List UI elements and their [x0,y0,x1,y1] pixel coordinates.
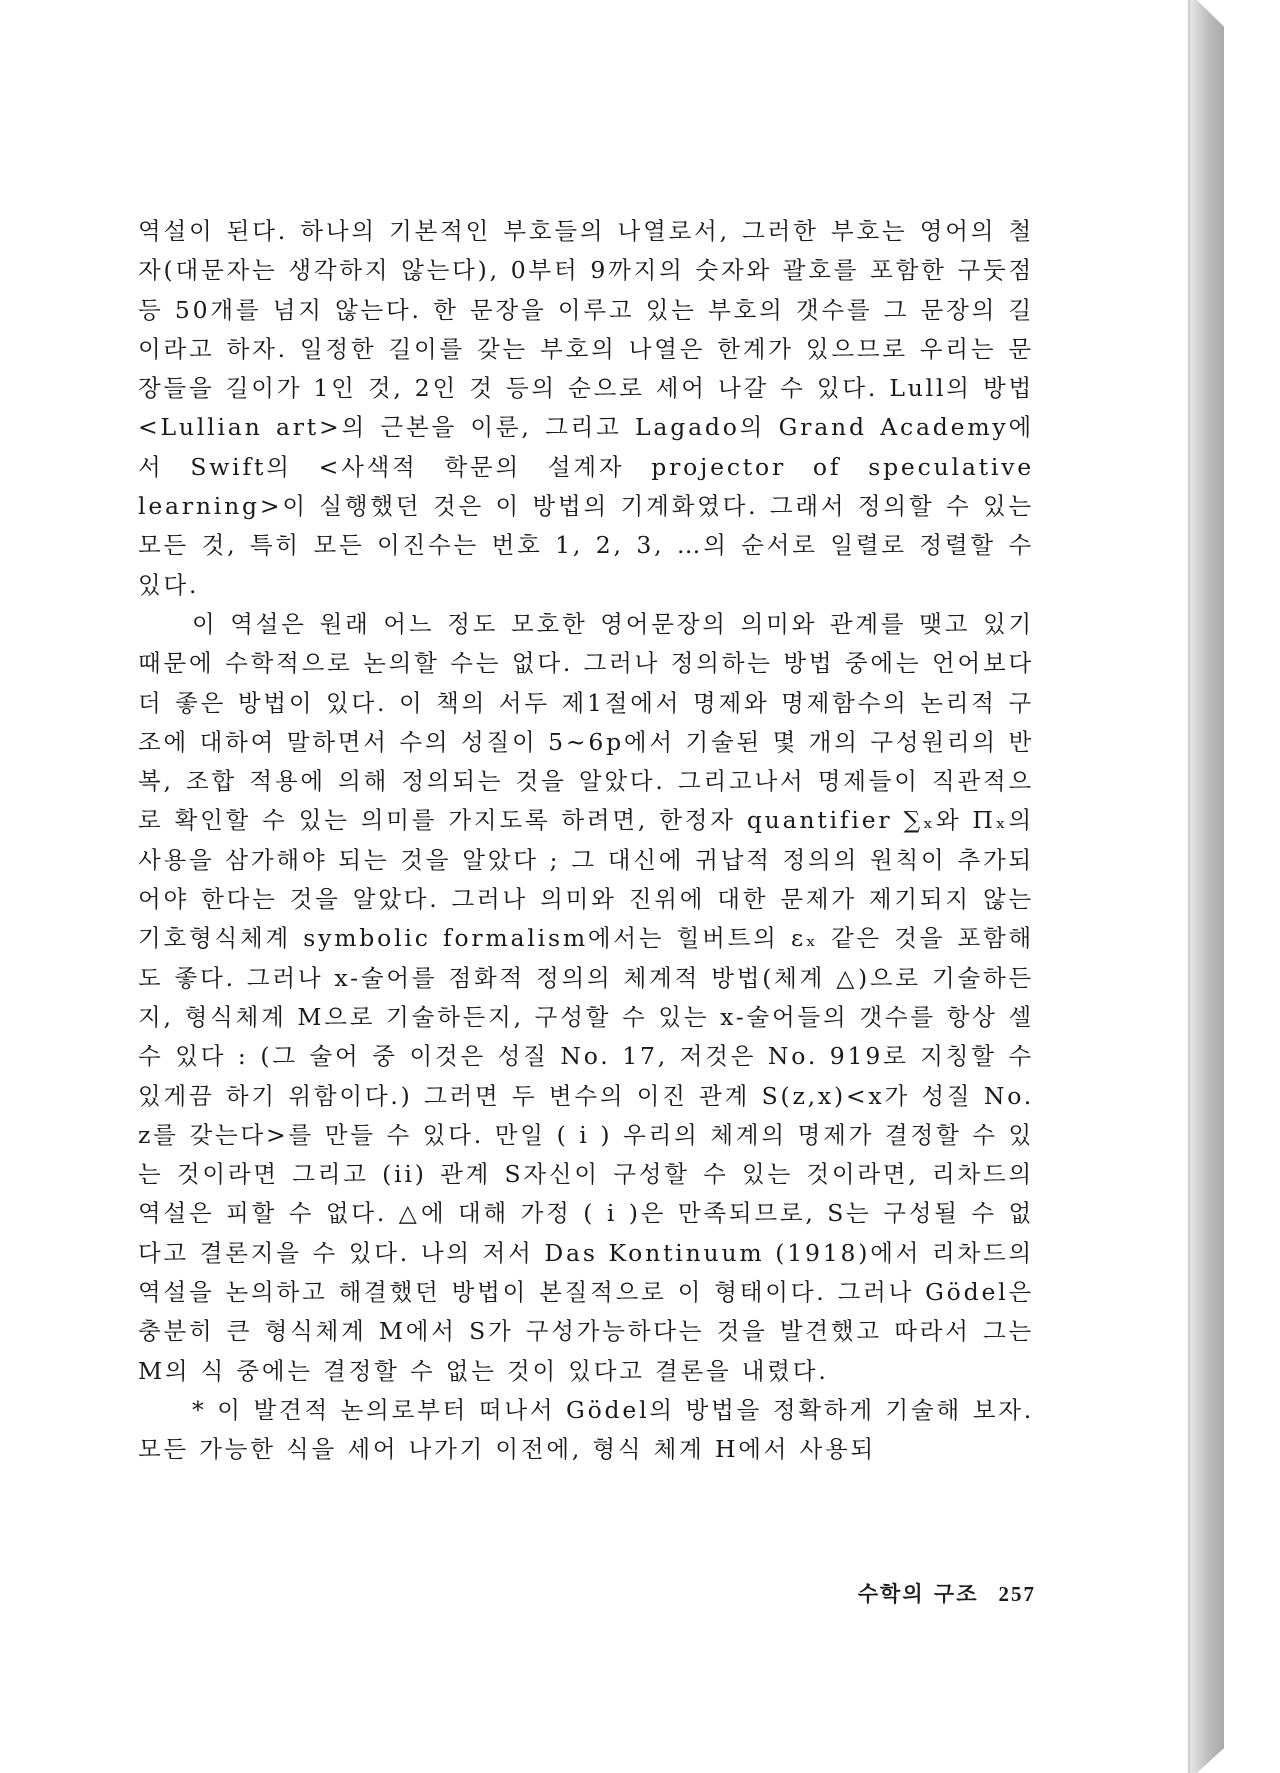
page-edge [1190,0,1224,1773]
paragraph-2: 이 역설은 원래 어느 정도 모호한 영어문장의 의미와 관계를 맺고 있기 때문에 수학적으로 논의할 수는 없다. 그러나 정의하는 방법 중에는 언어보다 더 좋은 방법이 있다. 이 책의 서두 제1절에서 명제와 명제함수의 논리적 구조에 대하여 말하면서 수의 성질이 5~6p에서 기술된 몇 개의 구성원리의 반복, 조합 적용에 의해 정의되는 것을 알았다. 그리고나서 명제들이 직관적으로 확인할 수 있는 의미를 가지도록 하려면, 한정자 quantifier ∑ₓ와 Πₓ의 사용을 삼가해야 되는 것을 알았다 ; 그 대신에 귀납적 정의의 원칙이 추가되어야 한다는 것을 알았다. 그러나 의미와 진위에 대한 문제가 제기되지 않는 기호형식체계 symbolic formalism에서는 힐버트의 εₓ 같은 것을 포함해도 좋다. 그러나 x-술어를 점화적 정의의 체계적 방법(체계 △)으로 기술하든지, 형식체계 M으로 기술하든지, 구성할 수 있는 x-술어들의 갯수를 항상 셀 수 있다 : (그 술어 중 이것은 성질 No. 17, 저것은 No. 919로 지칭할 수 있게끔 하기 위함이다.) 그러면 두 변수의 이진 관계 S(z,x)<x가 성질 No. z를 갖는다>를 만들 수 있다. 만일 ( i ) 우리의 체계의 명제가 결정할 수 있는 것이라면 그리고 (ii) 관계 S자신이 구성할 수 있는 것이라면, 리차드의 역설은 피할 수 없다. △에 대해 가정 ( i )은 만족되므로, S는 구성될 수 없다고 결론지을 수 있다. 나의 저서 Das Kontinuum (1918)에서 리차드의 역설을 논의하고 해결했던 방법이 본질적으로 이 형태이다. 그러나 Gödel은 충분히 큰 형식체계 M에서 S가 구성가능하다는 것을 발견했고 따라서 그는 M의 식 중에는 결정할 수 없는 것이 있다고 결론을 내렸다. [138,609,1034,1385]
page-number: 257 [998,1582,1036,1606]
paragraph-1: 역설이 된다. 하나의 기본적인 부호들의 나열로서, 그러한 부호는 영어의 철자(대문자는 생각하지 않는다), 0부터 9까지의 숫자와 괄호를 포함한 구둣점 등 50개를 넘지 않는다. 한 문장을 이루고 있는 부호의 갯수를 그 문장의 길이라고 하자. 일정한 길이를 갖는 부호의 나열은 한계가 있으므로 우리는 문장들을 길이가 1인 것, 2인 것 등의 순으로 세어 나갈 수 있다. Lull의 방법<Lullian art>의 근본을 이룬, 그리고 Lagado의 Grand Academy에서 Swift의 <사색적 학문의 설계자 projector of speculative learning>이 실행했던 것은 이 방법의 기계화였다. 그래서 정의할 수 있는 모든 것, 특히 모든 이진수는 번호 1, 2, 3, …의 순서로 일렬로 정렬할 수 있다. [138,217,1034,599]
page-footer [776,1578,1036,1612]
running-title: 수학의 구조 [857,1581,979,1606]
paragraph-3: * 이 발견적 논의로부터 떠나서 Gödel의 방법을 정확하게 기술해 보자. 모든 가능한 식을 세어 나가기 이전에, 형식 체계 H에서 사용되 [138,1395,1034,1464]
body-text [138,212,1034,1470]
